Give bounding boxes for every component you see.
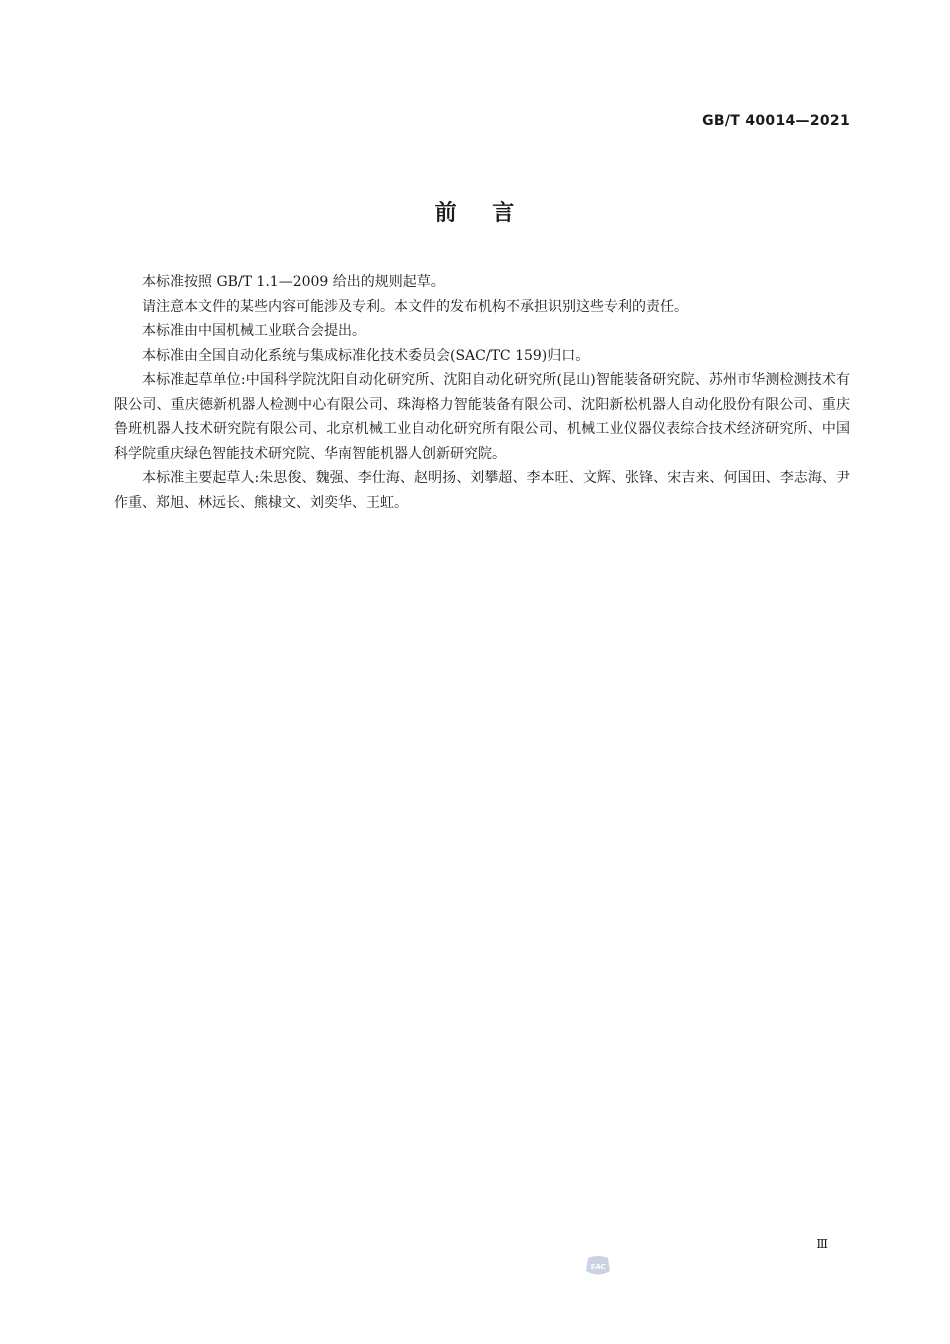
paragraph-patent-notice: 请注意本文件的某些内容可能涉及专利。本文件的发布机构不承担识别这些专利的责任。 <box>142 298 688 315</box>
paragraph-drafters: 本标准主要起草人:朱思俊、魏强、李仕海、赵明扬、刘攀超、李本旺、文辉、张锋、宋吉来、何国田、李志海、尹作重、郑旭、林远长、熊棣文、刘奕华、王虹。 <box>114 470 850 511</box>
foreword-body <box>114 270 850 515</box>
sac-logo-icon <box>584 1255 612 1277</box>
svg-text:SAC: SAC <box>590 1263 606 1271</box>
paragraph-committee: 本标准由全国自动化系统与集成标准化技术委员会(SAC/TC 159)归口。 <box>142 347 590 364</box>
standard-number: GB/T 40014—2021 <box>702 113 850 129</box>
paragraph-proposer: 本标准由中国机械工业联合会提出。 <box>142 323 366 339</box>
page-number: Ⅲ <box>816 1237 828 1251</box>
page-title: 前 言 <box>434 201 516 226</box>
paragraph-drafting-units: 本标准起草单位:中国科学院沈阳自动化研究所、沈阳自动化研究所(昆山)智能装备研究院、苏州市华测检测技术有限公司、重庆德新机器人检测中心有限公司、珠海格力智能装备有限公司、沈阳新松机器人自动化股份有限公司、重庆鲁班机器人技术研究院有限公司、北京机械工业自动化研究所有限公司、机械工业仪器仪表综合技术经济研究所、中国科学院重庆绿色智能技术研究院、华南智能机器人创新研究院。 <box>114 372 850 462</box>
paragraph-drafting-rules: 本标准按照 GB/T 1.1—2009 给出的规则起草。 <box>142 274 445 290</box>
